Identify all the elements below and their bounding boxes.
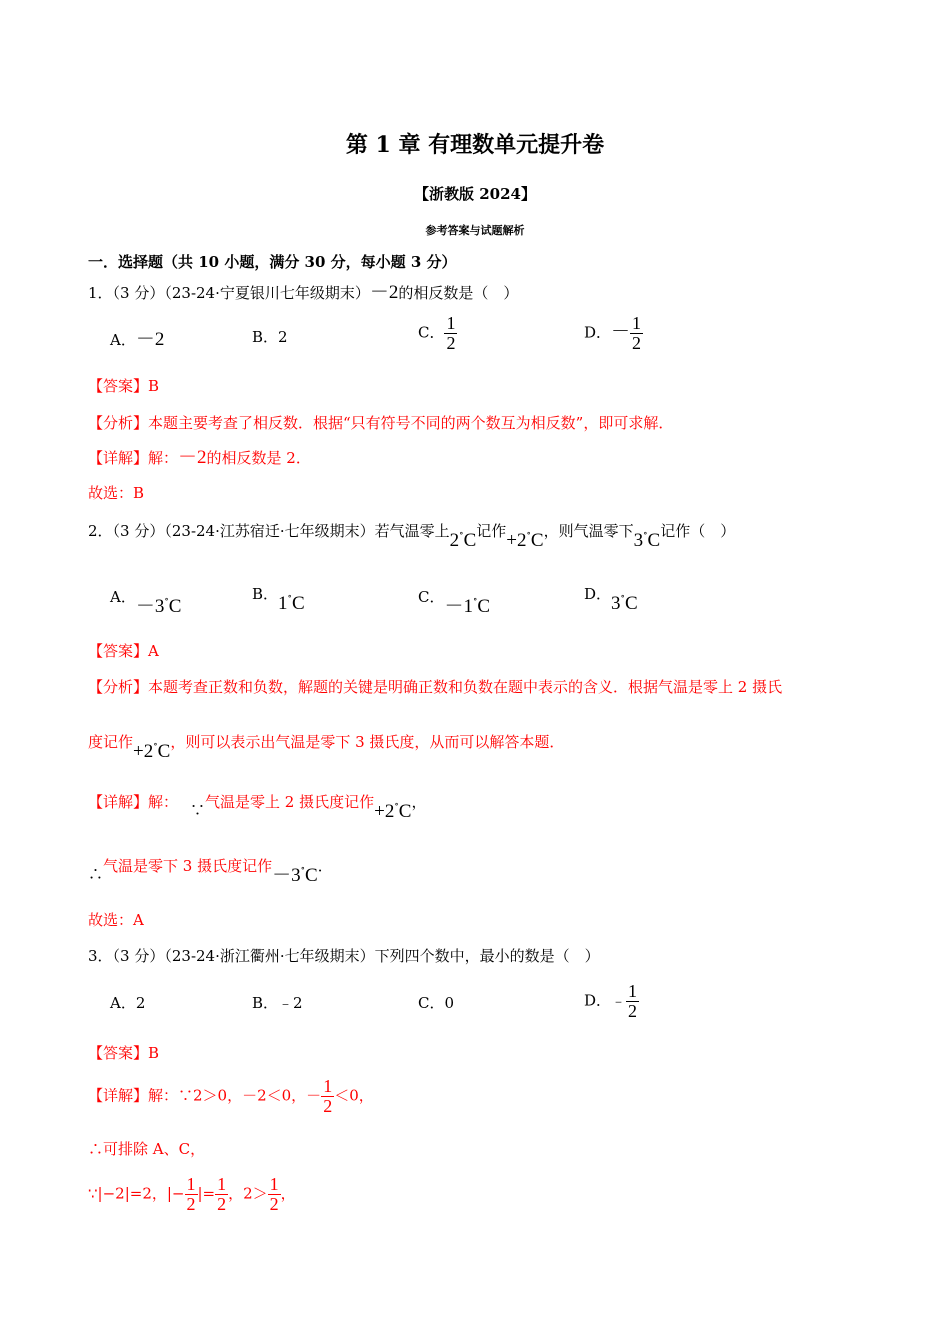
q3-answer: 【答案】B xyxy=(88,1044,160,1062)
answer-analysis-heading: 参考答案与试题解析 xyxy=(425,224,525,237)
fraction xyxy=(268,1175,281,1214)
denominator: 2 xyxy=(269,1194,279,1214)
temp-value: 2∘C xyxy=(449,528,477,551)
denominator: 2 xyxy=(632,333,642,353)
page-title: 第 1 章 有理数单元提升卷 xyxy=(345,132,605,158)
denominator: 2 xyxy=(628,1001,638,1021)
q3-stem: 3．（3 分）（23-24·浙江衢州·七年级期末）下列四个数中，最小的数是（ ） xyxy=(88,947,600,965)
numerator: 1 xyxy=(217,1174,227,1194)
fraction xyxy=(185,1175,198,1214)
temp-value: +2∘C xyxy=(133,739,171,762)
q2-analysis-line2: 度记作+2∘C，则可以表示出气温是零下 3 摄氏度，从而可以解答本题． xyxy=(88,733,565,762)
q2-stem-tail: 记作（ ） xyxy=(660,522,736,540)
q3-abs-compare: ∵|−2|=2，|− $\frac{1}{2}$ |= $\frac{1}{2}$ ，2＞ $\frac{1}{2}$ ， xyxy=(88,1174,296,1214)
q3-option-c: C．0 xyxy=(418,994,455,1012)
degree-mark: ∘ xyxy=(459,528,464,538)
degree-mark: ∘ xyxy=(643,528,648,538)
option-label: C． xyxy=(418,323,445,342)
numerator: 1 xyxy=(446,313,456,333)
q1-option-d xyxy=(584,314,643,353)
q2-analysis-line1: 【分析】本题考查正数和负数，解题的关键是明确正数和负数在题中表示的含义．根据气温是零上 2 摄氏 xyxy=(88,678,783,696)
degree-mark: ∘ xyxy=(526,528,531,538)
q1-option-b xyxy=(252,326,288,347)
q3-exclude: ∴可排除 A、C， xyxy=(88,1140,206,1158)
q2-stem-text: 2．（3 分）（23-24·江苏宿迁·七年级期末）若气温零上 xyxy=(88,522,450,540)
because-symbol: ∵ xyxy=(190,801,206,819)
option-label: C． xyxy=(418,588,445,606)
q1-stem-math: －2 xyxy=(369,282,399,303)
option-value: 2 xyxy=(278,328,288,346)
option-value: 3∘C xyxy=(611,591,638,614)
numerator: 1 xyxy=(269,1174,279,1194)
degree-mark: ∘ xyxy=(153,739,158,749)
q2-choice: 故选：A xyxy=(88,911,144,929)
fraction xyxy=(630,314,643,353)
q3-option-d xyxy=(584,982,639,1021)
numerator: 1 xyxy=(186,1174,196,1194)
q1-choice: 故选：B xyxy=(88,484,145,502)
numerator: 1 xyxy=(323,1076,333,1096)
numerator: 1 xyxy=(632,313,642,333)
option-label: D． xyxy=(584,991,612,1010)
degree-mark: ∘ xyxy=(164,594,169,604)
option-value: －3∘C xyxy=(135,594,182,617)
denominator: 2 xyxy=(217,1194,227,1214)
temp-value: 3∘C xyxy=(633,528,661,551)
q2-option-b xyxy=(252,581,305,614)
degree-mark: ∘ xyxy=(473,594,478,604)
option-label: B． xyxy=(252,328,279,346)
degree-mark: ∘ xyxy=(300,863,306,873)
degree-mark: ∘ xyxy=(287,591,292,601)
sign: ﹣ xyxy=(611,991,627,1010)
q1-stem xyxy=(88,277,518,304)
option-label: D． xyxy=(584,585,612,603)
q2-answer: 【答案】A xyxy=(88,642,159,660)
denominator: 2 xyxy=(186,1194,196,1214)
q2-detail-line1: 【详解】解： ∵气温是零上 2 摄氏度记作+2∘C， xyxy=(88,793,427,822)
option-value: 1∘C xyxy=(278,591,305,614)
q1-answer: 【答案】B xyxy=(88,377,160,395)
q2-stem xyxy=(88,518,736,551)
fraction xyxy=(321,1077,334,1116)
q1-option-c xyxy=(418,314,457,353)
q2-stem-mid: 记作 xyxy=(476,522,507,540)
degree-mark: ∘ xyxy=(620,591,625,601)
temp-value: +2∘C xyxy=(506,528,544,551)
option-label: A． xyxy=(110,331,136,349)
q3-option-b: B．﹣2 xyxy=(252,994,303,1012)
option-label: D． xyxy=(584,323,612,342)
fraction xyxy=(215,1175,228,1214)
degree-mark: ∘ xyxy=(394,799,399,809)
q2-option-a xyxy=(110,581,182,617)
numerator: 1 xyxy=(628,981,638,1001)
q1-detail xyxy=(88,442,311,469)
q1-option-a xyxy=(110,324,164,351)
fraction xyxy=(444,314,457,353)
sign: － xyxy=(611,321,631,343)
temp-value: +2∘C xyxy=(374,799,412,822)
q2-detail-line2: ∴气温是零下 3 摄氏度记作－3∘C． xyxy=(88,857,333,886)
q3-detail: 【详解】解：∵2＞0，－2＜0，－ $\frac{1}{2}$ ＜0， xyxy=(88,1076,374,1116)
therefore-symbol: ∴ xyxy=(88,865,104,883)
option-label: B． xyxy=(252,585,279,603)
q2-stem-mid2: ，则气温零下 xyxy=(543,522,634,540)
temp-value: －3∘C xyxy=(272,863,318,886)
q1-analysis: 【分析】本题主要考查了相反数．根据“只有符号不同的两个数互为相反数”，即可求解． xyxy=(88,414,674,432)
q3-option-a: A．2 xyxy=(110,994,146,1012)
fraction xyxy=(626,982,639,1021)
q2-option-d xyxy=(584,581,638,614)
q1-stem-text: 1．（3 分）（23-24·宁夏银川七年级期末） xyxy=(88,284,370,302)
section-heading: 一．选择题（共 10 小题，满分 30 分，每小题 3 分） xyxy=(88,253,457,271)
denominator: 2 xyxy=(446,333,456,353)
option-label: A． xyxy=(110,588,136,606)
detail-label: 【详解】解： xyxy=(88,449,179,467)
detail-math: －2 xyxy=(178,447,207,468)
q1-stem-tail: 的相反数是（ ） xyxy=(398,284,519,302)
denominator: 2 xyxy=(323,1096,333,1116)
option-value: －1∘C xyxy=(444,594,491,617)
detail-tail: 的相反数是 2． xyxy=(206,449,311,467)
q2-option-c xyxy=(418,581,491,617)
edition-label: 【浙教版 2024】 xyxy=(414,185,536,203)
option-value: －2 xyxy=(135,329,165,350)
